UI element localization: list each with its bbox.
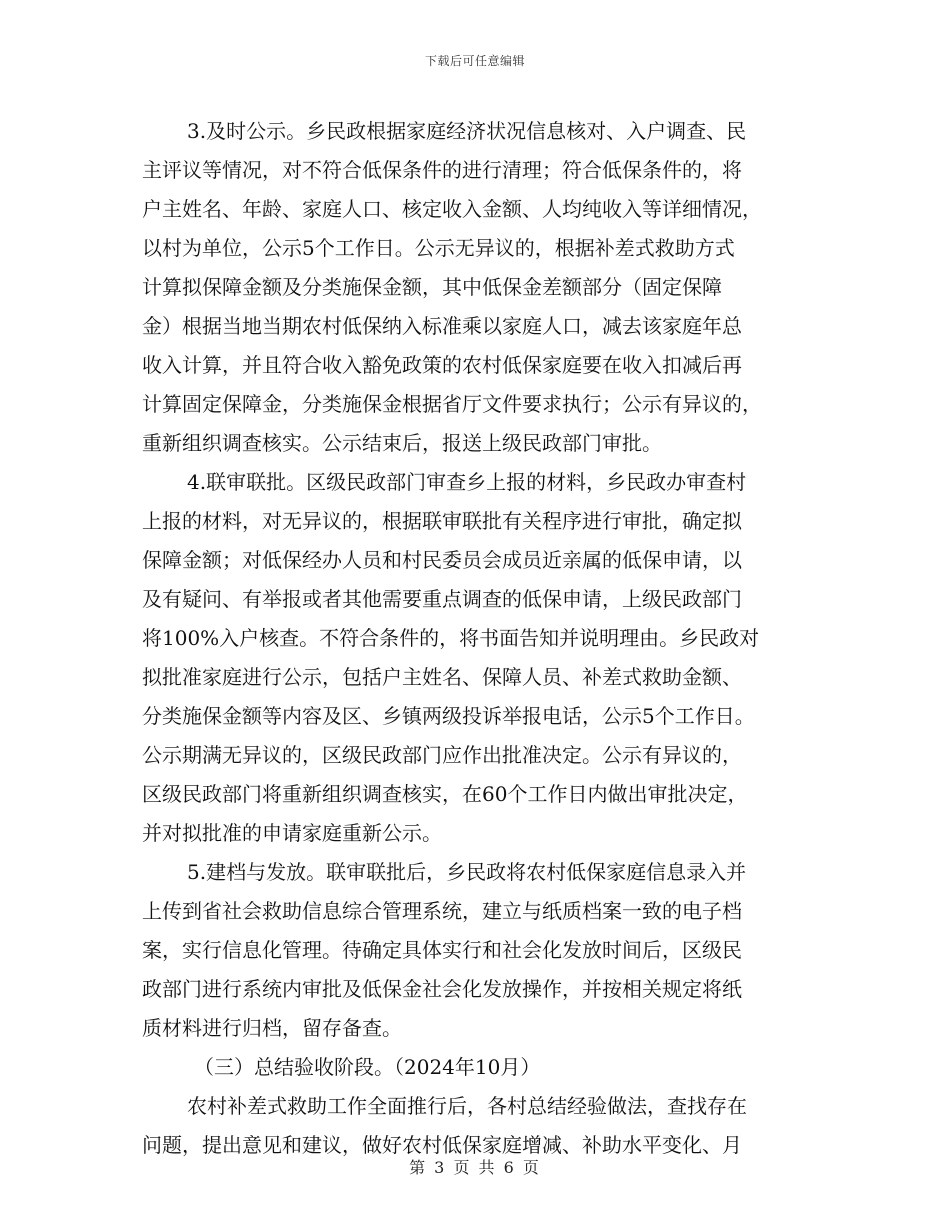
paragraph-line: 3.及时公示。乡民政根据家庭经济状况信息核对、入户调查、民 xyxy=(187,119,747,143)
paragraph-line: 公示期满无异议的，区级民政部门应作出批准决定。公示有异议的， xyxy=(142,743,742,767)
paragraph-line: 上报的材料，对无异议的，根据联审联批有关程序进行审批，确定拟 xyxy=(142,509,742,533)
paragraph-line: 及有疑问、有举报或者其他需要重点调查的低保申请，上级民政部门 xyxy=(142,587,742,611)
paragraph-line: 户主姓名、年龄、家庭人口、核定收入金额、人均纯收入等详细情况， xyxy=(142,197,762,221)
paragraph-line: 拟批准家庭进行公示，包括户主姓名、保障人员、补差式救助金额、 xyxy=(142,665,742,689)
paragraph-line: 重新组织调查核实。公示结束后，报送上级民政部门审批。 xyxy=(142,431,662,455)
section-heading: （三）总结验收阶段。（2024年10月） xyxy=(194,1055,541,1079)
paragraph-line: 计算拟保障金额及分类施保金额，其中低保金差额部分（固定保障 xyxy=(142,275,722,299)
page-header: 下载后可任意编辑 xyxy=(424,54,525,68)
paragraph-line: 并对拟批准的申请家庭重新公示。 xyxy=(142,821,442,845)
paragraph-line: 金）根据当地当期农村低保纳入标准乘以家庭人口，减去该家庭年总 xyxy=(142,314,742,338)
paragraph-line: 分类施保金额等内容及区、乡镇两级投诉举报电话，公示5个工作日。 xyxy=(142,704,755,728)
paragraph-line: 上传到省社会救助信息综合管理系统，建立与纸质档案一致的电子档 xyxy=(142,899,742,923)
paragraph-line: 农村补差式救助工作全面推行后，各村总结经验做法，查找存在 xyxy=(187,1094,747,1118)
paragraph-line: 4.联审联批。区级民政部门审查乡上报的材料，乡民政办审查村 xyxy=(187,470,747,494)
paragraph-line: 问题，提出意见和建议，做好农村低保家庭增减、补助水平变化、月 xyxy=(142,1133,742,1157)
paragraph-line: 将100%入户核查。不符合条件的，将书面告知并说明理由。乡民政对 xyxy=(142,626,760,650)
document-body xyxy=(142,112,808,1165)
paragraph-line: 5.建档与发放。联审联批后，乡民政将农村低保家庭信息录入并 xyxy=(187,860,747,884)
paragraph-line: 收入计算，并且符合收入豁免政策的农村低保家庭要在收入扣减后再 xyxy=(142,353,742,377)
paragraph-line: 保障金额；对低保经办人员和村民委员会成员近亲属的低保申请，以 xyxy=(142,548,742,572)
paragraph-line: 计算固定保障金，分类施保金根据省厅文件要求执行；公示有异议的， xyxy=(142,392,762,416)
page-number: 第 3 页 共 6 页 xyxy=(409,1158,541,1177)
paragraph-line: 质材料进行归档，留存备查。 xyxy=(142,1016,402,1040)
paragraph-line: 政部门进行系统内审批及低保金社会化发放操作，并按相关规定将纸 xyxy=(142,977,742,1001)
paragraph-line: 主评议等情况，对不符合低保条件的进行清理；符合低保条件的，将 xyxy=(142,158,742,182)
paragraph-line: 以村为单位，公示5个工作日。公示无异议的，根据补差式救助方式 xyxy=(142,236,735,260)
paragraph-line: 案，实行信息化管理。待确定具体实行和社会化发放时间后，区级民 xyxy=(142,938,742,962)
paragraph-line: 区级民政部门将重新组织调查核实，在60个工作日内做出审批决定， xyxy=(142,782,748,806)
